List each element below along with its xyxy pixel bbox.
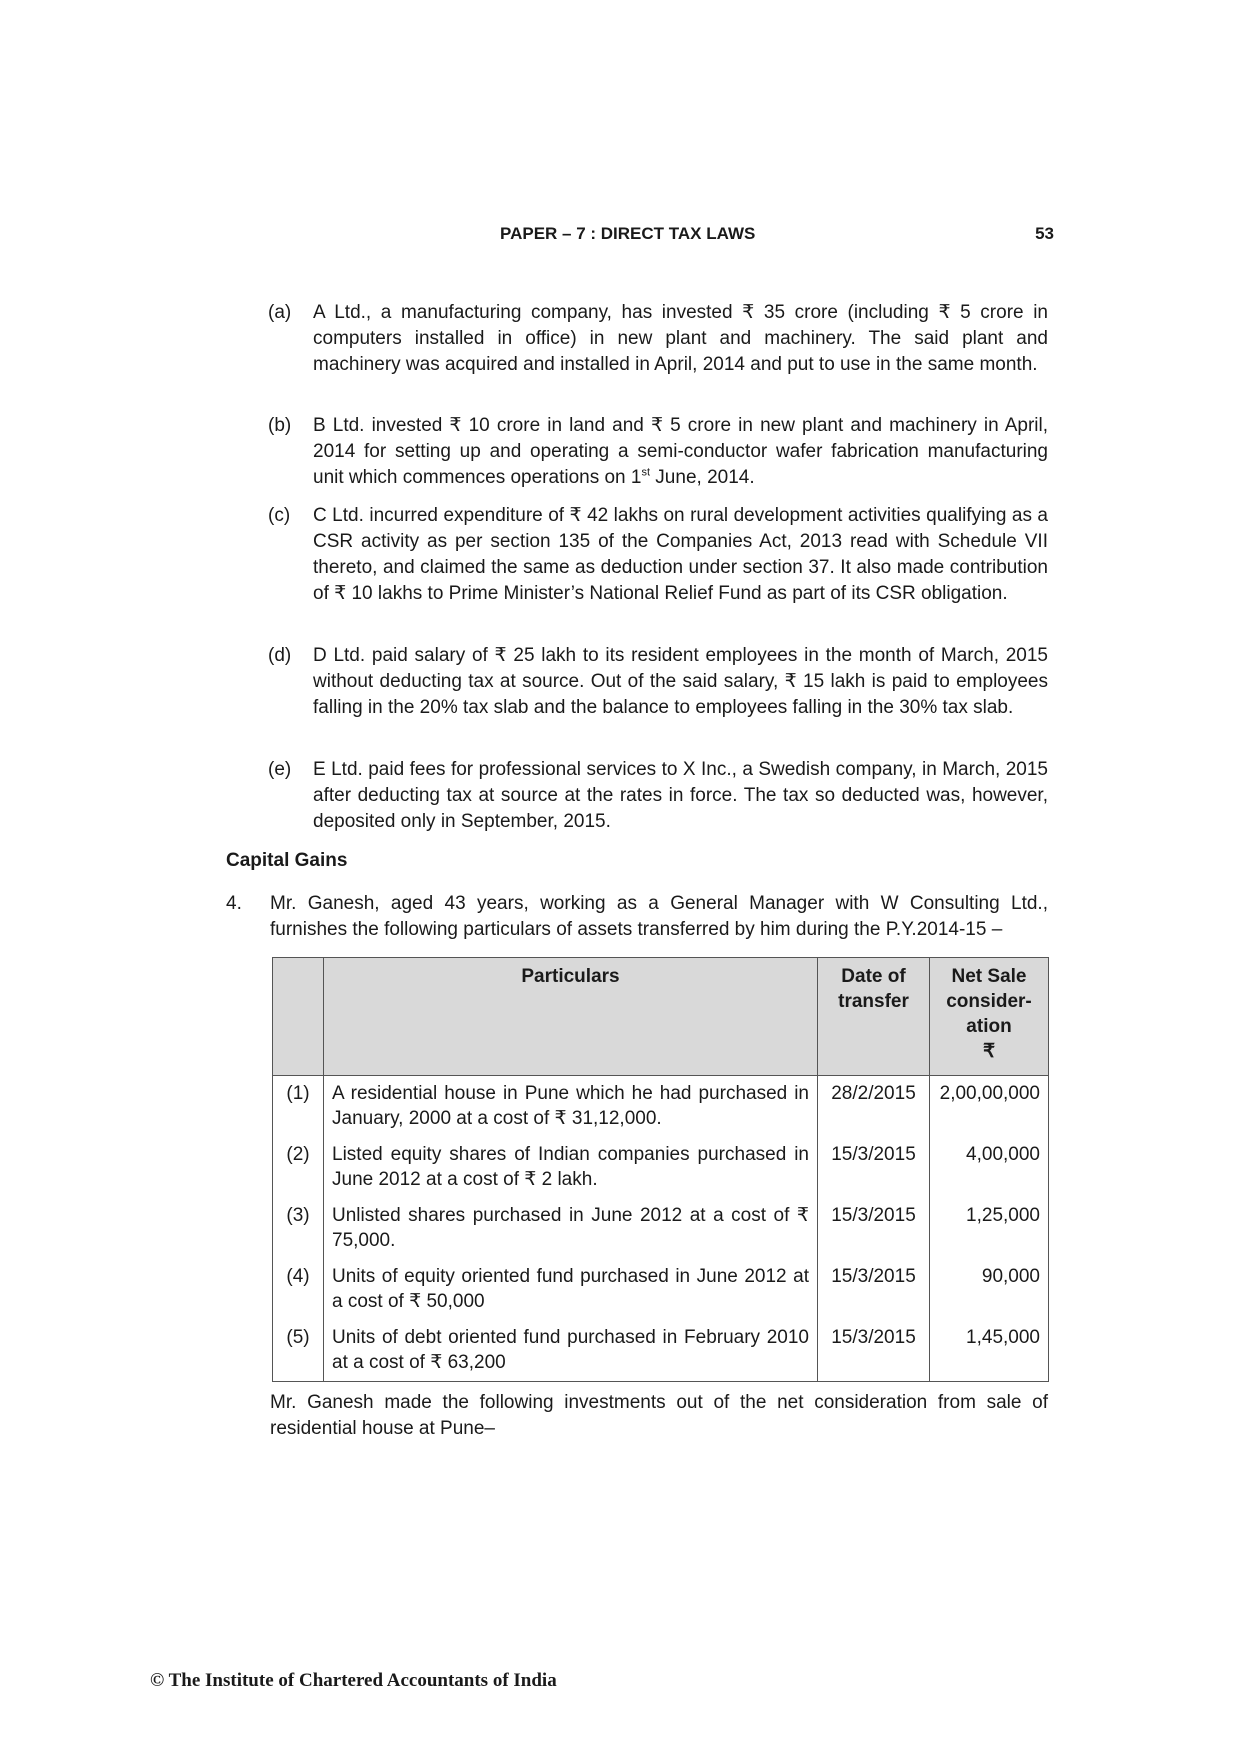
row-date: 15/3/2015	[818, 1320, 930, 1382]
row-sno: (1)	[273, 1076, 324, 1138]
item-text: D Ltd. paid salary of ₹ 25 lakh to its resident employees in the month of March, 2015 without deducting tax at source. Out of the said salary, ₹ 15 lakh is paid to employees falling in the 20% tax slab and the balance to employees falling in the 30% tax slab.	[313, 645, 1048, 718]
table-row	[273, 1259, 1049, 1320]
header-date: Date of transfer	[818, 958, 930, 1076]
table-row	[273, 1137, 1049, 1198]
row-date: 15/3/2015	[818, 1137, 930, 1198]
item-text: A Ltd., a manufacturing company, has invested ₹ 35 crore (including ₹ 5 crore in computers installed in office) in new plant and machinery. The said plant and machinery was acquired and installed in April, 2014 and put to use in the same month.	[313, 302, 1048, 375]
currency-symbol: ₹	[982, 1041, 996, 1062]
row-amount: 1,45,000	[930, 1320, 1049, 1382]
row-sno: (4)	[273, 1259, 324, 1320]
row-sno: (3)	[273, 1198, 324, 1259]
list-item-b	[268, 413, 1048, 491]
table-header-row	[273, 958, 1049, 1076]
row-particulars: Unlisted shares purchased in June 2012 at a cost of ₹ 75,000.	[324, 1198, 818, 1259]
section-heading: Capital Gains	[226, 850, 348, 871]
item-text: E Ltd. paid fees for professional services to X Inc., a Swedish company, in March, 2015 after deducting tax at source at the rates in force. The tax so deducted was, however, deposited only in September, 2015.	[313, 759, 1048, 832]
question-number: 4.	[226, 893, 242, 914]
item-label: (d)	[268, 645, 292, 666]
list-item-c	[268, 503, 1048, 607]
table-row	[273, 1198, 1049, 1259]
row-amount: 90,000	[930, 1259, 1049, 1320]
row-amount: 4,00,000	[930, 1137, 1049, 1198]
row-particulars: Listed equity shares of Indian companies purchased in June 2012 at a cost of ₹ 2 lakh.	[324, 1137, 818, 1198]
table-row	[273, 1320, 1049, 1382]
page-number: 53	[1035, 224, 1054, 243]
row-sno: (2)	[273, 1137, 324, 1198]
row-particulars: Units of debt oriented fund purchased in February 2010 at a cost of ₹ 63,200	[324, 1320, 818, 1382]
header-sno	[273, 958, 324, 1076]
list-item-a	[268, 300, 1048, 378]
table-row	[273, 1076, 1049, 1138]
item-text: C Ltd. incurred expenditure of ₹ 42 lakhs on rural development activities qualifying as a CSR activity as per section 135 of the Companies Act, 2013 read with Schedule VII thereto, and claimed the same as deduction under section 37. It also made contribution of ₹ 10 lakhs to Prime Minister’s National Relief Fund as part of its CSR obligation.	[313, 505, 1048, 604]
ordinal-suffix: st	[641, 466, 651, 479]
row-date: 15/3/2015	[818, 1198, 930, 1259]
row-date: 28/2/2015	[818, 1076, 930, 1138]
list-item-e	[268, 757, 1048, 835]
item-label: (a)	[268, 302, 292, 323]
item-label: (e)	[268, 759, 292, 780]
question-4	[226, 891, 1048, 943]
row-date: 15/3/2015	[818, 1259, 930, 1320]
after-table-paragraph: Mr. Ganesh made the following investments out of the net consideration from sale of residential house at Pune–	[270, 1392, 1048, 1439]
net-sale-label: Net Sale consider-ation	[946, 966, 1032, 1037]
assets-table	[272, 957, 1049, 1382]
item-text: B Ltd. invested ₹ 10 crore in land and ₹ 5 crore in new plant and machinery in April, 2014 for setting up and operating a semi-conductor wafer fabrication manufacturing unit which commences operations on 1st June, 2014.	[313, 415, 1048, 488]
header-particulars: Particulars	[324, 958, 818, 1076]
footer-copyright: © The Institute of Chartered Accountants of India	[150, 1670, 557, 1691]
item-label: (c)	[268, 505, 291, 526]
row-amount: 2,00,00,000	[930, 1076, 1049, 1138]
row-amount: 1,25,000	[930, 1198, 1049, 1259]
list-item-d	[268, 643, 1048, 721]
row-sno: (5)	[273, 1320, 324, 1382]
header-net-sale	[930, 958, 1049, 1076]
question-text: Mr. Ganesh, aged 43 years, working as a General Manager with W Consulting Ltd., furnishes the following particulars of assets transferred by him during the P.Y.2014-15 –	[270, 893, 1048, 940]
row-particulars: A residential house in Pune which he had purchased in January, 2000 at a cost of ₹ 31,12,000.	[324, 1076, 818, 1138]
paper-title: PAPER – 7 : DIRECT TAX LAWS	[500, 224, 756, 243]
row-particulars: Units of equity oriented fund purchased in June 2012 at a cost of ₹ 50,000	[324, 1259, 818, 1320]
item-label: (b)	[268, 415, 292, 436]
